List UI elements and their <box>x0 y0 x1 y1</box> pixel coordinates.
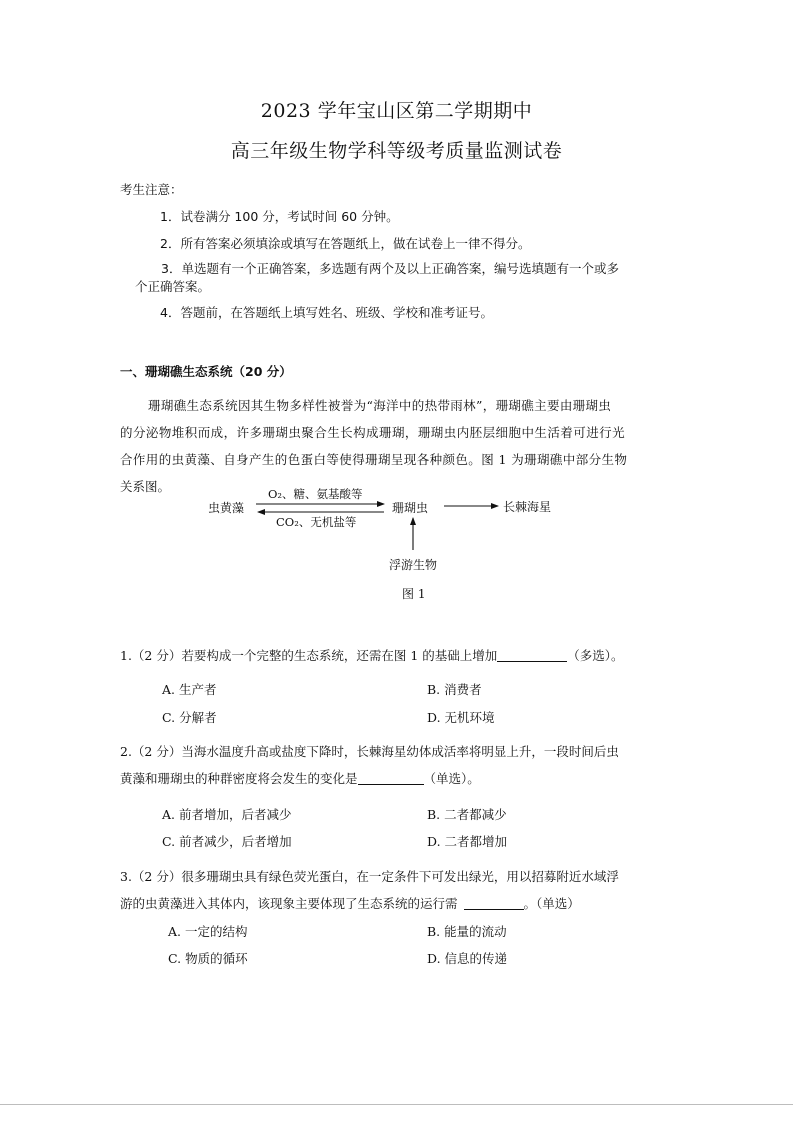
question-3-stem-line2 <box>120 894 580 912</box>
exam-title-line2: 高三年级生物学科等级考质量监测试卷 <box>230 140 563 162</box>
q2-option-a[interactable]: A. 前者增加，后者减少 <box>162 807 292 822</box>
intro-line-4: 关系图。 <box>120 479 171 494</box>
q3-option-b[interactable]: B. 能量的流动 <box>427 924 507 939</box>
question-2-stem-line1: 2.（2 分）当海水温度升高或盐度下降时，长棘海星幼体成活率将明显上升，一段时间后虫 <box>120 744 619 759</box>
arrow-bottom-label: CO₂、无机盐等 <box>276 515 357 529</box>
q2-option-b[interactable]: B. 二者都减少 <box>427 807 507 822</box>
answer-blank-3[interactable] <box>464 897 524 910</box>
figure-caption: 图 1 <box>402 587 426 601</box>
q1-option-a[interactable]: A. 生产者 <box>162 682 217 697</box>
intro-line-1: 珊瑚礁生态系统因其生物多样性被誉为“海洋中的热带雨林”，珊瑚礁主要由珊瑚虫 <box>148 398 612 413</box>
answer-blank-1[interactable] <box>497 649 567 662</box>
question-1-stem-part2: （多选）。 <box>567 648 624 663</box>
notice-item-3: 3．单选题有一个正确答案，多选题有两个及以上正确答案，编号选填题有一个或多 <box>161 261 619 276</box>
node-plankton: 浮游生物 <box>389 558 438 572</box>
q2-option-d[interactable]: D. 二者都增加 <box>427 834 508 849</box>
exam-title-line1: 2023 学年宝山区第二学期期中 <box>260 100 533 122</box>
q1-option-d[interactable]: D. 无机环境 <box>427 710 495 725</box>
question-2-stem-part2: （单选）。 <box>423 771 480 786</box>
question-3-stem-line1: 3.（2 分）很多珊瑚虫具有绿色荧光蛋白，在一定条件下可发出绿光，用以招募附近水域浮 <box>120 869 619 884</box>
question-2-stem-line2 <box>120 769 480 787</box>
question-2-stem-part1: 黄藻和珊瑚虫的种群密度将会发生的变化是 <box>120 771 358 786</box>
page-bottom-divider <box>0 1104 793 1105</box>
question-3-stem-part2: 。（单选） <box>523 896 580 911</box>
intro-line-3: 合作用的虫黄藻、自身产生的色蛋白等使得珊瑚呈现各种颜色。图 1 为珊瑚礁中部分生物 <box>120 452 628 467</box>
q2-option-c[interactable]: C. 前者减少，后者增加 <box>162 834 292 849</box>
q1-option-b[interactable]: B. 消费者 <box>427 682 482 697</box>
intro-line-2: 的分泌物堆积而成，许多珊瑚虫聚合生长构成珊瑚，珊瑚虫内胚层细胞中生活着可进行光 <box>120 425 626 440</box>
answer-blank-2[interactable] <box>358 772 424 785</box>
section-heading: 一、珊瑚礁生态系统（20 分） <box>120 364 292 379</box>
node-starfish: 长棘海星 <box>503 500 552 514</box>
q3-option-d[interactable]: D. 信息的传递 <box>427 951 508 966</box>
notice-heading: 考生注意： <box>120 182 183 197</box>
question-3-stem-part1: 游的虫黄藻进入其体内，该现象主要体现了生态系统的运行需 <box>120 896 458 911</box>
q3-option-c[interactable]: C. 物质的循环 <box>168 951 248 966</box>
node-zooxanthellae: 虫黄藻 <box>208 501 245 515</box>
question-1-stem <box>120 646 624 664</box>
notice-item-2: 2．所有答案必须填涂或填写在答题纸上，做在试卷上一律不得分。 <box>160 236 531 251</box>
notice-item-1: 1．试卷满分 100 分，考试时间 60 分钟。 <box>160 209 399 224</box>
q3-option-a[interactable]: A. 一定的结构 <box>168 924 248 939</box>
q1-option-c[interactable]: C. 分解者 <box>162 710 217 725</box>
question-1-stem-part1: 1.（2 分）若要构成一个完整的生态系统，还需在图 1 的基础上增加 <box>120 648 498 663</box>
arrow-top-label: O₂、糖、氨基酸等 <box>268 487 363 501</box>
notice-item-4: 4．答题前，在答题纸上填写姓名、班级、学校和准考证号。 <box>160 305 493 320</box>
node-coral-polyp: 珊瑚虫 <box>392 501 429 515</box>
notice-item-3-cont: 个正确答案。 <box>135 279 211 294</box>
